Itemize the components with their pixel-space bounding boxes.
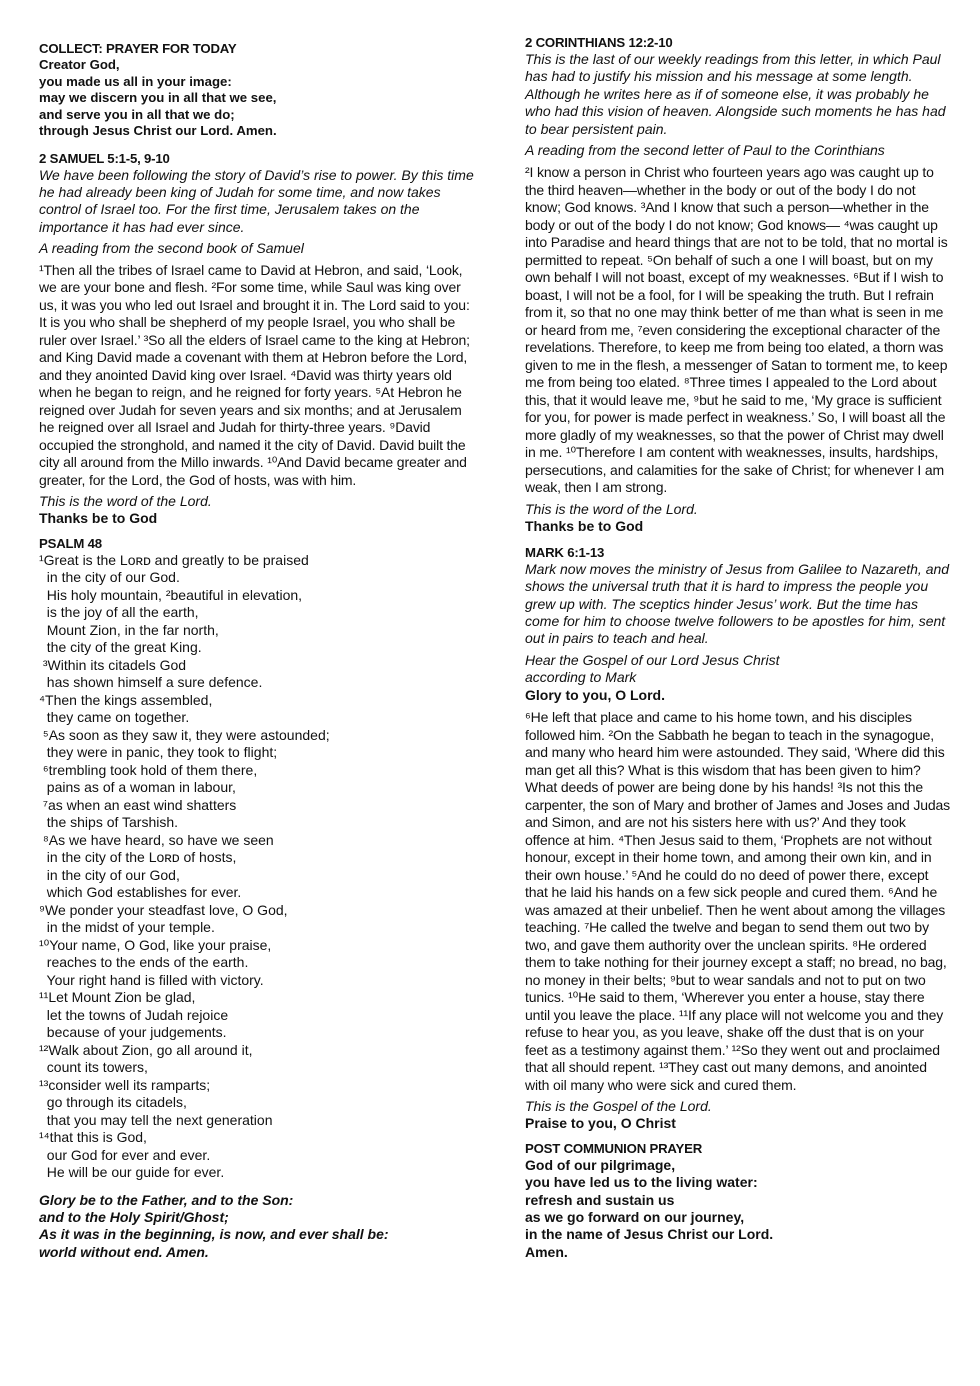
psalm-line: the city of the great King. [39,639,202,656]
samuel-closing: This is the word of the Lord. [39,493,212,510]
samuel-text: ¹Then all the tribes of Israel came to David at Hebron, and said, ‘Look, we are your bone and flesh. ²For some time, while Saul was king over us, it was you who led out Israel and brought it in. The Lord said to you: It is you who shall be shepherd of my people Israel, you who shall be ruler over Israel.’ ³So all the elders of Israel came to the king at Hebron; and King David made a covenant with them at Hebron before the Lord, and they anointed David king over Israel. ⁴David was thirty years old when he began to reign, and he reigned for forty years. ⁵At Hebron he reigned over Judah for seven years and six months; and at Jerusalem he reigned over all Israel and Judah for thirty-three years. ⁹David occupied the stronghold, and named it the city of David. David built the city all around from the Millo inwards. ¹⁰And David became greater and greater, for the Lord, the God of hosts, was with him. [39,261,470,488]
gloria-line: world without end. Amen. [39,1243,209,1260]
collect-line: may we discern you in all that we see, [39,90,277,105]
psalm-line: He will be our guide for ever. [39,1164,225,1181]
gloria-line: and to the Holy Spirit/Ghost; [39,1209,229,1226]
corinthians-text: ²I know a person in Christ who fourteen years ago was caught up to the third heaven—whether in the body or out of the body I do not know; God knows. ³And I know that such a person—whether in the body or out of the body I do not know; God knows— ⁴was caught up into Paradise and heard things that are not to be told, that no mortal is permitted to repeat. ⁵On behalf of such a one I will boast, but on my own behalf I will not boast, except of my weaknesses. ⁶But if I wish to boast, I will not be a fool, for I will be speaking the truth. But I refrain from it, so that no one may think better of me than what is seen in me or heard from me, ⁷even considering the exceptional character of the revelations. Therefore, to keep me from being too elated, a thorn was given to me in the flesh, a messenger of Satan to torment me, to keep me from being too elated. ⁸Three times I appealed to the Lord about this, that it would leave me, ⁹but he said to me, ‘My grace is sufficient for you, for power is made perfect in weakness.’ So, I will boast all the more gladly of my weaknesses, so that the power of Christ may dwell in me. ¹⁰Therefore I am content with weaknesses, insults, hardships, persecutions, and calamities for the sake of Christ; for whenever I am weak, then I am strong. [525,164,948,496]
psalm-line: ¹¹Let Mount Zion be glad, [39,989,196,1006]
left-column [39,0,479,1261]
psalm-heading: PSALM 48 [39,535,102,551]
psalm-line: pains as of a woman in labour, [39,779,236,796]
psalm-line: in the city of the Lᴏʀᴅ of hosts, [39,849,237,866]
mark-heading: MARK 6:1-13 [525,544,605,560]
mark-announce-response: Glory to you, O Lord. [525,686,665,703]
psalm-line: our God for ever and ever. [39,1146,211,1163]
psalm-line: ³Within its citadels God [39,656,187,673]
psalm-line: Mount Zion, in the far north, [39,621,219,638]
corinthians-announce: A reading from the second letter of Paul to the Corinthians [525,142,885,159]
mark-announce: according to Mark [525,669,637,686]
samuel-heading: 2 SAMUEL 5:1-5, 9-10 [39,150,170,166]
postcommunion-line: as we go forward on our journey, [525,1209,745,1226]
psalm-line: is the joy of all the earth, [39,604,199,621]
mark-response: Praise to you, O Christ [525,1115,676,1132]
psalm-line: they were in panic, they took to flight; [39,744,278,761]
psalm-line: has shown himself a sure defence. [39,674,263,691]
corinthians-intro: This is the last of our weekly readings from this letter, in which Paul has had to justify his mission and his message at some length. Although he writes here as if of someone else, it was probably he who had this vision of heaven. Alongside such moments he has had to bear persistent pain. [525,51,946,137]
mark-closing: This is the Gospel of the Lord. [525,1098,712,1114]
samuel-intro: We have been following the story of David’s rise to power. By this time he had already been king of Judah for some time, and now takes control of Israel too. For the first time, Jerusalem takes on the importance it has had ever since. [39,166,474,235]
postcommunion-line: God of our pilgrimage, [525,1156,676,1173]
mark-section [525,545,950,1133]
mark-intro: Mark now moves the ministry of Jesus from Galilee to Nazareth, and shows the universal truth that it is hard to impress the people you grew up with. The sceptics hinder Jesus’ work. But the time has come for him to choose twelve followers to be apostles for him, sent out in pairs to teach and heal. [525,560,950,647]
psalm-line: the ships of Tarshish. [39,814,179,831]
mark-text: ⁶He left that place and came to his home town, and his disciples followed him. ²On the Sabbath he began to teach in the synagogue, and many who heard him were astounded. They said, ‘Where did this man get all this? What is this wisdom that has been given to him? What deeds of power are being done by his hands! ³Is not this the carpenter, the son of Mary and brother of James and Joses and Judas and Simon, and are not his sisters here with us?’ And they took offence at him. ⁴Then Jesus said to them, ‘Prophets are not without honour, except in their home town, and among their own kin, and in their own house.’ ⁵And he could do no deed of power there, except that he laid his hands on a few sick people and cured them. ⁶And he was amazed at their unbelief. Then he went about among the villages teaching. ⁷He called the twelve and began to send them out two by two, and gave them authority over the unclean spirits. ⁸He ordered them to take nothing for their journey except a staff; no bread, no bag, no money in their belts; ⁹but to wear sandals and not to put on two tunics. ¹⁰He said to them, ‘Wherever you enter a house, stay there until you leave the place. ¹¹If any place will not welcome you and they refuse to hear you, as you leave, shake off the dust that is on your feet as a testimony against them.’ ¹²So they went out and proclaimed that all should repent. ¹³They cast out many demons, and anointed with oil many who were sick and cured them. [525,709,950,1093]
psalm-line: count its towers, [39,1059,148,1076]
psalm-verses [39,552,479,1182]
psalm-line: because of your judgements. [39,1024,227,1041]
corinthians-closing: This is the word of the Lord. [525,500,698,517]
psalm-line: ⁷as when an east wind shatters [39,796,237,813]
psalm-line: ⁵As soon as they saw it, they were astounded; [39,726,330,743]
samuel-section [39,151,479,528]
collect-section [39,41,479,140]
psalm-line: Your right hand is filled with victory. [39,971,264,988]
postcommunion-line: refresh and sustain us [525,1191,675,1208]
gloria [39,1192,479,1261]
psalm-line: reaches to the ends of the earth. [39,954,249,971]
gloria-line: Glory be to the Father, and to the Son: [39,1191,294,1208]
psalm-line: ¹Great is the Lᴏʀᴅ and greatly to be praised [39,551,309,568]
postcommunion-section [525,1141,950,1261]
gloria-line: As it was in the beginning, is now, and ever shall be: [39,1226,389,1243]
psalm-line: in the midst of your temple. [39,919,215,936]
collect-line: Creator God, [39,57,120,72]
psalm-line: which God establishes for ever. [39,884,242,901]
psalm-line: go through its citadels, [39,1094,187,1111]
collect-line: and serve you in all that we do; [39,106,235,122]
psalm-line: ¹⁴that this is God, [39,1129,147,1146]
collect-line: you made us all in your image: [39,73,232,89]
postcommunion-line: Amen. [525,1243,568,1260]
samuel-response: Thanks be to God [39,510,158,527]
psalm-line: ¹²Walk about Zion, go all around it, [39,1041,253,1058]
psalm-line: His holy mountain, ²beautiful in elevation, [39,586,303,603]
psalm-line: ⁸As we have heard, so have we seen [39,831,274,848]
postcommunion-line: you have led us to the living water: [525,1174,758,1191]
corinthians-section [525,35,950,536]
psalm-line: ¹⁰Your name, O God, like your praise, [39,936,272,953]
psalm-line: they came on together. [39,709,190,726]
psalm-line: in the city of our God, [39,866,180,883]
mark-announce: Hear the Gospel of our Lord Jesus Christ [525,651,780,668]
postcommunion-heading: POST COMMUNION PRAYER [525,1140,703,1156]
psalm-line: in the city of our God. [39,569,180,586]
psalm-line: let the towns of Judah rejoice [39,1006,229,1023]
psalm-line: ⁹We ponder your steadfast love, O God, [39,901,288,918]
psalm-section [39,536,479,1261]
corinthians-response: Thanks be to God [525,518,644,535]
psalm-line: ¹³consider well its ramparts; [39,1076,211,1093]
corinthians-heading: 2 CORINTHIANS 12:2-10 [525,35,673,50]
postcommunion-line: in the name of Jesus Christ our Lord. [525,1226,774,1243]
psalm-line: ⁴Then the kings assembled, [39,691,213,708]
samuel-announce: A reading from the second book of Samuel [39,240,304,257]
psalm-line: that you may tell the next generation [39,1111,273,1128]
collect-heading: COLLECT: PRAYER FOR TODAY [39,41,237,56]
psalm-line: ⁶trembling took hold of them there, [39,761,258,778]
collect-line: through Jesus Christ our Lord. Amen. [39,123,277,138]
right-column [525,0,950,1261]
